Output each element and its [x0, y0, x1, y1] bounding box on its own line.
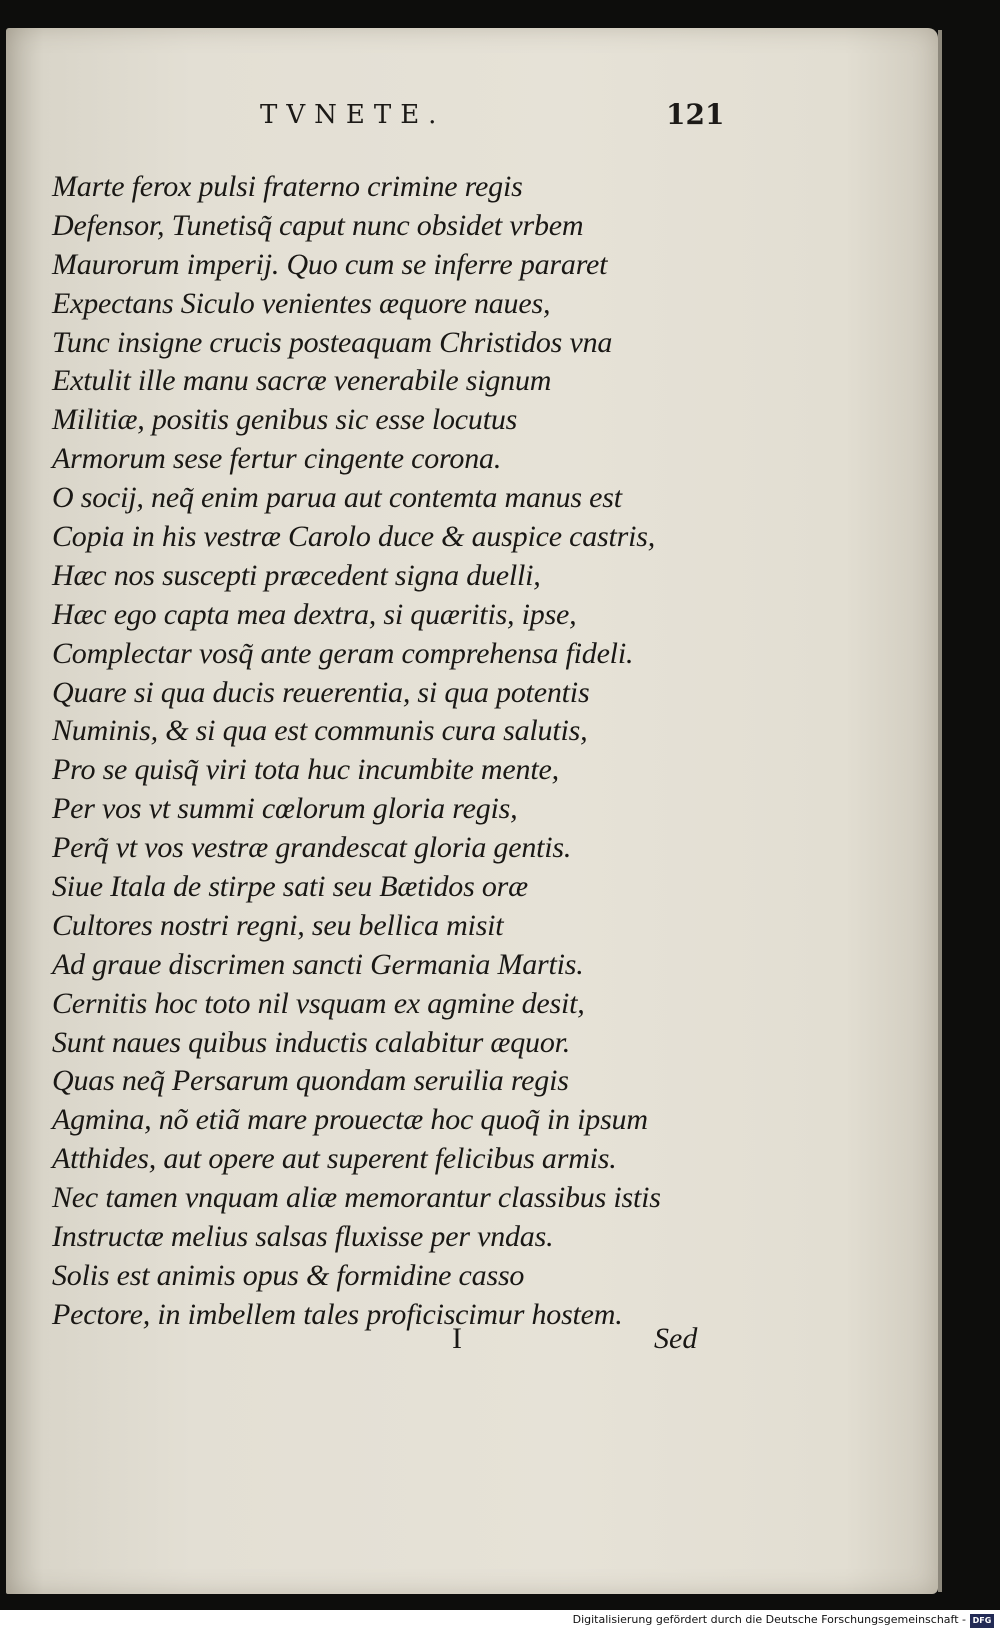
verse-line: Pectore, in imbellem tales proficiscimur hostem. — [52, 1297, 623, 1331]
verse-line: Copia in his vestræ Carolo duce & auspice castris, — [52, 520, 656, 554]
verse-line: Maurorum imperij. Quo cum se inferre pararet — [52, 247, 608, 281]
verse-line: Numinis, & si qua est communis cura salutis, — [52, 714, 588, 748]
running-head: TVNETE. — [260, 100, 446, 130]
verse-line: Instructæ melius salsas fluxisse per vndas. — [52, 1220, 554, 1254]
page-edge — [938, 30, 942, 1592]
verse-line: Per vos vt summi cœlorum gloria regis, — [52, 792, 518, 826]
page-number: 121 — [666, 98, 725, 131]
verse-line: Pro se quisq̃ viri tota huc incumbite mente, — [52, 753, 559, 787]
verse-line: Quare si qua ducis reuerentia, si qua potentis — [52, 675, 590, 709]
verse-line: Cernitis hoc toto nil vsquam ex agmine desit, — [52, 986, 585, 1020]
dfg-logo: DFG — [970, 1614, 994, 1628]
verse-line: Hæc nos suscepti præcedent signa duelli, — [52, 558, 541, 592]
verse-line: Solis est animis opus & formidine casso — [52, 1258, 525, 1292]
verse-line: Siue Itala de stirpe sati seu Bætidos oræ — [52, 870, 528, 904]
verse-line: Quas neq̃ Persarum quondam seruilia regis — [52, 1064, 569, 1098]
verse-line: Sunt naues quibus inductis calabitur æquor. — [52, 1025, 571, 1059]
funding-credit: Digitalisierung gefördert durch die Deutsche Forschungsgemeinschaft - — [572, 1613, 966, 1626]
verse-line: Complectar vosq̃ ante geram comprehensa fideli. — [52, 636, 634, 670]
book-page — [6, 28, 938, 1594]
verse-line: Cultores nostri regni, seu bellica misit — [52, 908, 504, 942]
page-header — [6, 100, 938, 140]
verse-line: Armorum sese fertur cingente corona. — [52, 442, 502, 476]
verse-line: Defensor, Tunetisq̃ caput nunc obsidet vrbem — [52, 208, 584, 242]
verse-line: Nec tamen vnquam aliæ memorantur classibus istis — [52, 1181, 661, 1215]
verse-line: Militiæ, positis genibus sic esse locutus — [52, 403, 518, 437]
verse-text — [52, 168, 772, 1335]
verse-line: Expectans Siculo venientes æquore naues, — [52, 286, 551, 320]
verse-line: Ad graue discrimen sancti Germania Martis. — [52, 947, 584, 981]
verse-line: Atthides, aut opere aut superent felicibus armis. — [52, 1142, 617, 1176]
verse-line: Agmina, nõ etiã mare prouectæ hoc quoq̃ in ipsum — [52, 1103, 648, 1137]
catchword: Sed — [654, 1322, 698, 1355]
credit-bar — [0, 1610, 1000, 1632]
verse-line: Extulit ille manu sacræ venerabile signum — [52, 364, 552, 398]
verse-line: Tunc insigne crucis posteaquam Christidos vna — [52, 325, 613, 359]
verse-line: Perq̃ vt vos vestræ grandescat gloria gentis. — [52, 831, 572, 865]
signature-mark: I — [452, 1322, 462, 1355]
verse-line: Marte ferox pulsi fraterno crimine regis — [52, 170, 523, 203]
verse-line: O socij, neq̃ enim parua aut contemta manus est — [52, 481, 622, 515]
verse-line: Hæc ego capta mea dextra, si quæritis, ipse, — [52, 597, 577, 631]
